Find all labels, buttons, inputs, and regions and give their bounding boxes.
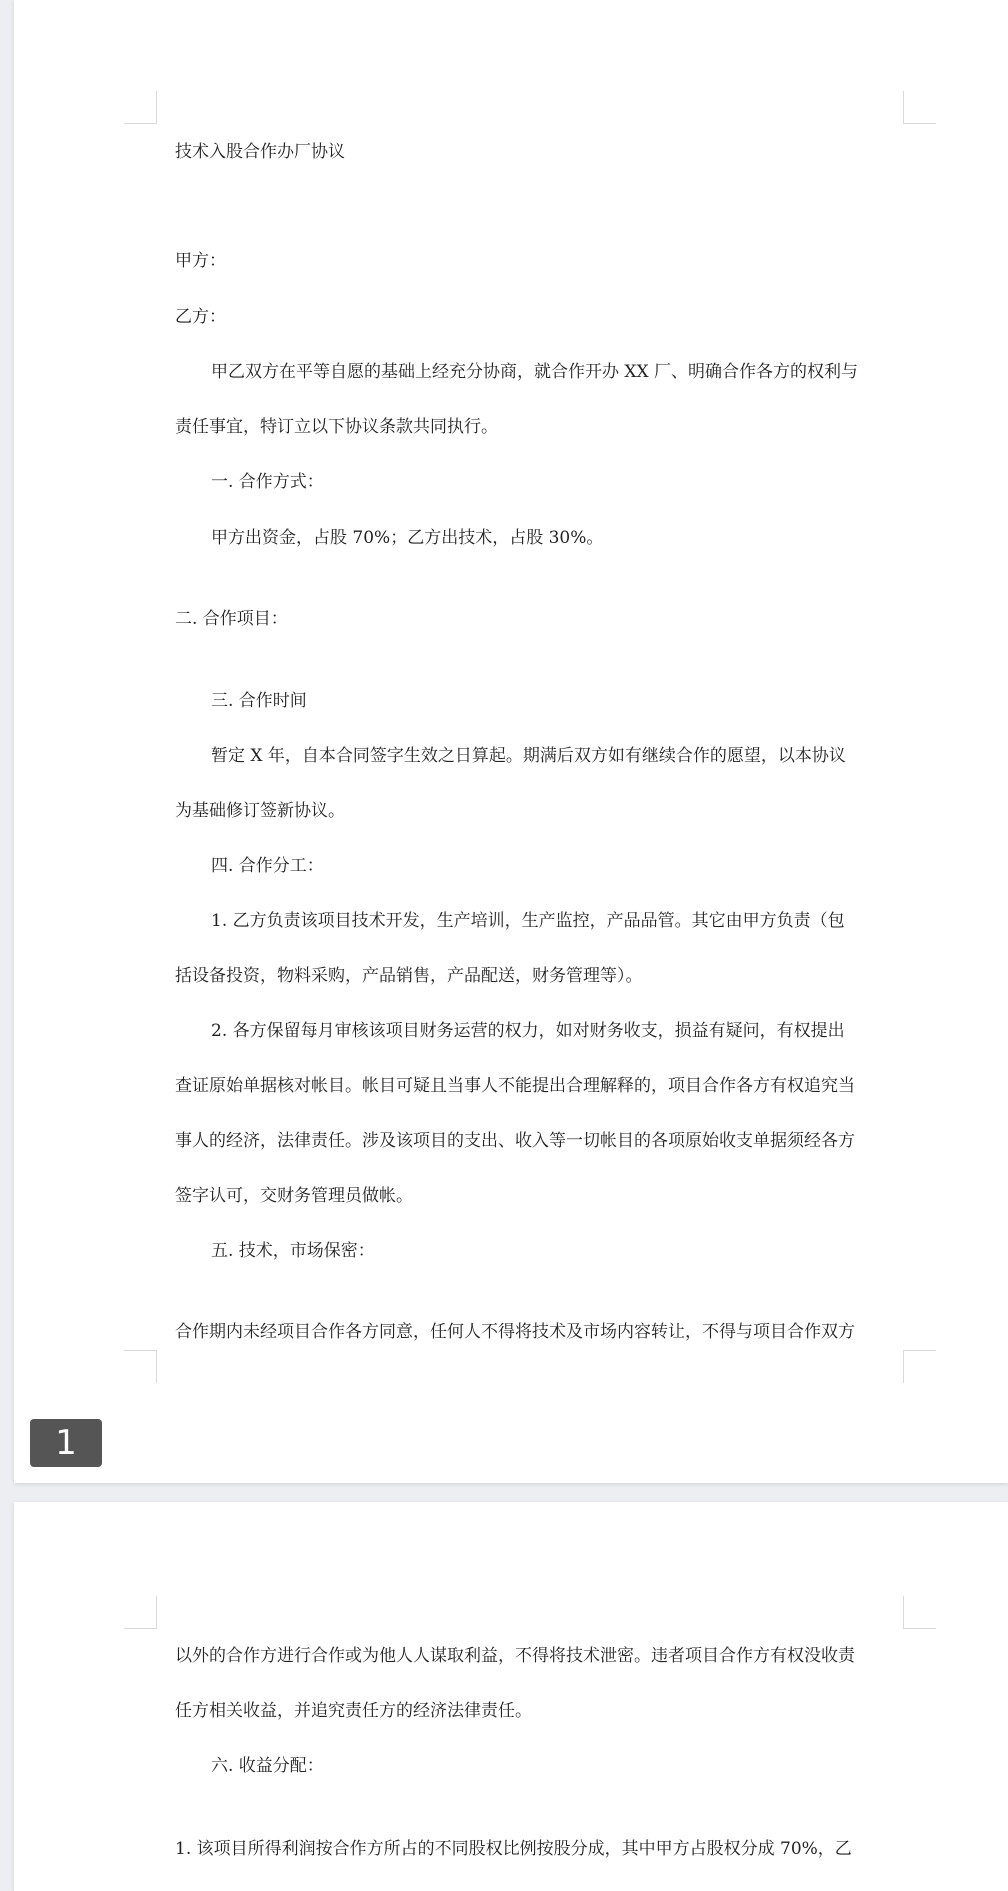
margin-corner-bottom-left <box>124 1350 157 1383</box>
party-b-label: 乙方： <box>175 307 226 327</box>
list-item-line: 1. 乙方负责该项目技术开发，生产培训，生产监控，产品品管。其它由甲方负责（包 <box>211 911 845 931</box>
section-text: 合作期内未经项目合作各方同意，任何人不得将技术及市场内容转让，不得与项目合作双方 <box>175 1322 855 1342</box>
list-item-line: 2. 各方保留每月审核该项目财务运营的权力，如对财务收支，损益有疑问，有权提出 <box>211 1021 845 1041</box>
section-text: 以外的合作方进行合作或为他人人谋取利益，不得将技术泄密。违者项目合作方有权没收责 <box>175 1646 855 1666</box>
party-a-label: 甲方： <box>175 251 226 271</box>
list-item-line: 1. 该项目所得利润按合作方所占的不同股权比例按股分成，其中甲方占股权分成 70%，乙 <box>175 1839 852 1859</box>
intro-paragraph-line: 甲乙双方在平等自愿的基础上经充分协商，就合作开办 XX 厂、明确合作各方的权利与 <box>211 362 859 382</box>
section-heading: 二. 合作项目： <box>175 609 288 629</box>
intro-paragraph-line: 责任事宜，特订立以下协议条款共同执行。 <box>175 417 498 437</box>
section-text: 为基础修订签新协议。 <box>175 801 345 821</box>
section-text: 任方相关收益，并追究责任方的经济法律责任。 <box>175 1701 532 1721</box>
document-page-2 <box>14 1502 1008 1891</box>
document-title: 技术入股合作办厂协议 <box>175 142 345 162</box>
section-heading: 五. 技术，市场保密： <box>211 1241 375 1261</box>
margin-corner-bottom-right <box>903 1350 936 1383</box>
page-number-badge: 1 <box>30 1419 102 1467</box>
margin-corner-top-right <box>903 91 936 124</box>
section-heading: 三. 合作时间 <box>211 691 307 711</box>
list-item-line: 括设备投资，物料采购，产品销售，产品配送，财务管理等）。 <box>175 966 643 986</box>
margin-corner-top-left <box>124 1596 157 1629</box>
document-page-1 <box>14 0 1008 1483</box>
margin-corner-top-left <box>124 91 157 124</box>
section-heading: 四. 合作分工： <box>211 856 324 876</box>
section-text: 暂定 X 年，自本合同签字生效之日算起。期满后双方如有继续合作的愿望，以本协议 <box>211 746 846 766</box>
list-item-line: 事人的经济，法律责任。涉及该项目的支出、收入等一切帐目的各项原始收支单据须经各方 <box>175 1131 855 1151</box>
list-item-line: 签字认可，交财务管理员做帐。 <box>175 1186 413 1206</box>
section-heading: 一. 合作方式： <box>211 472 324 492</box>
section-text: 甲方出资金，占股 70%；乙方出技术，占股 30%。 <box>211 528 604 548</box>
section-heading: 六. 收益分配： <box>211 1756 324 1776</box>
list-item-line: 查证原始单据核对帐目。帐目可疑且当事人不能提出合理解释的，项目合作各方有权追究当 <box>175 1076 855 1096</box>
margin-corner-top-right <box>903 1596 936 1629</box>
